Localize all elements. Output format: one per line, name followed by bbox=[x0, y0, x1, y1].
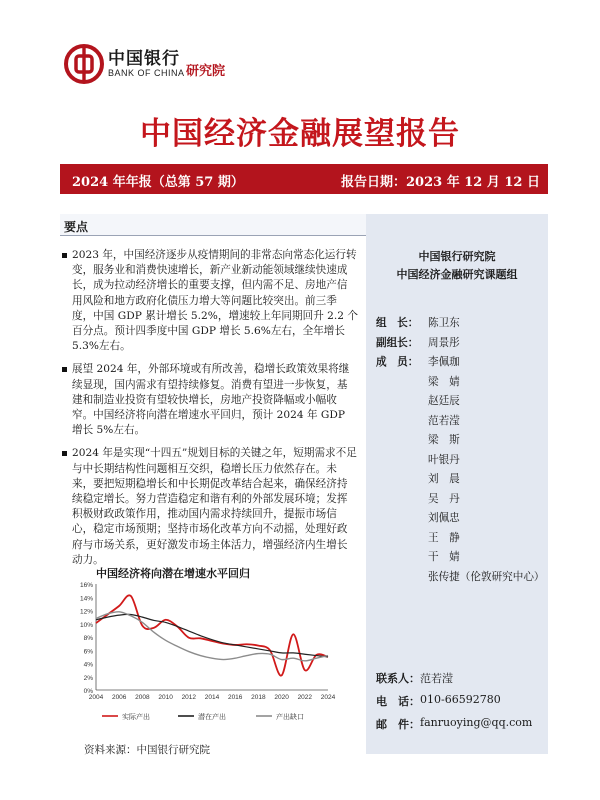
report-info-bar bbox=[60, 164, 548, 194]
gdp-potential-growth-chart bbox=[60, 578, 360, 728]
contact-row bbox=[376, 670, 548, 693]
x-tick-label: 2022 bbox=[297, 694, 313, 701]
summary-bullet-1: 2023 年，中国经济逐步从疫情期间的非常态向常态化运行转变，服务业和消费快速增长，新产业新动能领域继续快速成长，成为拉动经济增长的重要支撑，但内需不足、房地产信用风险和地方政府化债压力增大等问题比较突出。前三季度，中国 GDP 累计增长 5.2%，增速较上年同期回升 2.2 个百分点。预计四季度中国 GDP 增长 5.6%左右，全年增长 5.3%左右。 bbox=[60, 248, 358, 354]
report-issue: 2024 年年报（总第 57 期） bbox=[72, 175, 244, 190]
summary-bullet-2: 展望 2024 年，外部环境或有所改善，稳增长政策效果将继续显现，国内需求有望持续修复。消费有望进一步恢复，基建和制造业投资有望较快增长，房地产投资降幅或小幅收窄。中国经济将向潜在增速水平回归，预计 2024 年 GDP 增长 5%左右。 bbox=[60, 362, 358, 438]
summary-heading: 要点 bbox=[64, 220, 89, 234]
x-tick-label: 2014 bbox=[204, 694, 220, 701]
team-row bbox=[376, 374, 548, 394]
legend-label: 潜在产出 bbox=[198, 713, 226, 721]
logo-chinese-name: 中国银行 bbox=[108, 49, 180, 69]
team-row bbox=[376, 530, 548, 550]
team-member: 刘佩忠 bbox=[428, 512, 460, 524]
team-member: 王 静 bbox=[428, 531, 460, 544]
team-member: 叶银丹 bbox=[428, 453, 460, 466]
contact-label: 电 话： bbox=[376, 695, 420, 708]
team-member: 梁 婧 bbox=[428, 375, 460, 388]
y-tick-label: 12% bbox=[79, 608, 93, 616]
team-row bbox=[376, 452, 548, 472]
y-tick-label: 8% bbox=[83, 635, 93, 642]
team-row bbox=[376, 413, 548, 433]
team-row bbox=[376, 354, 548, 374]
legend-label: 实际产出 bbox=[122, 713, 150, 721]
x-tick-label: 2006 bbox=[111, 694, 127, 701]
team-member: 吴 丹 bbox=[428, 492, 460, 505]
team-row bbox=[376, 510, 548, 530]
team-member: 刘 晨 bbox=[428, 473, 460, 485]
team-member: 干 婧 bbox=[428, 551, 460, 563]
team-row bbox=[376, 315, 548, 335]
team-row bbox=[376, 393, 548, 413]
team-row bbox=[376, 335, 548, 355]
team-list bbox=[376, 315, 548, 588]
contact-label: 邮 件： bbox=[376, 718, 420, 731]
chart-source: 资料来源：中国银行研究院 bbox=[84, 744, 210, 756]
report-title: 中国经济金融展望报告 bbox=[140, 116, 460, 152]
y-tick-label: 16% bbox=[79, 582, 93, 589]
department-label: 研究院 bbox=[186, 64, 226, 79]
contact-label: 联系人： bbox=[376, 672, 420, 685]
summary-heading-bar bbox=[60, 214, 366, 236]
team-member: 李佩珈 bbox=[428, 356, 460, 368]
team-row bbox=[376, 569, 548, 589]
team-row bbox=[376, 491, 548, 511]
x-tick-label: 2024 bbox=[320, 694, 336, 701]
x-tick-label: 2020 bbox=[274, 694, 289, 701]
summary-bullets bbox=[60, 248, 358, 576]
team-role: 组 长： bbox=[376, 317, 419, 329]
series-line bbox=[96, 595, 328, 675]
y-tick-label: 0% bbox=[83, 688, 93, 695]
y-tick-label: 14% bbox=[79, 595, 93, 603]
bank-of-china-logo-icon bbox=[64, 44, 104, 84]
contact-email[interactable]: fanruoying@qq.com bbox=[420, 716, 533, 729]
x-tick-label: 2012 bbox=[181, 694, 197, 701]
team-member: 陈卫东 bbox=[428, 317, 460, 329]
sidebar-group-name: 中国经济金融研究课题组 bbox=[396, 268, 518, 281]
y-tick-label: 4% bbox=[83, 661, 93, 669]
team-member: 范若滢 bbox=[428, 414, 460, 427]
contact-row bbox=[376, 716, 548, 739]
contact-row bbox=[376, 693, 548, 716]
team-member: 梁 斯 bbox=[428, 434, 460, 446]
report-date: 报告日期：2023 年 12 月 12 日 bbox=[341, 175, 540, 190]
team-row bbox=[376, 432, 548, 452]
contact-phone: 010-66592780 bbox=[420, 693, 501, 706]
x-tick-label: 2008 bbox=[135, 694, 150, 701]
logo-english-name: BANK OF CHINA bbox=[108, 68, 185, 78]
series-line bbox=[96, 614, 328, 657]
x-tick-label: 2004 bbox=[88, 694, 104, 701]
team-member: 赵廷辰 bbox=[428, 395, 460, 407]
summary-bullet-3: 2024 年是实现“十四五”规划目标的关键之年，短期需求不足与中长期结构性问题相互交织，稳增长压力依然存在。未来，要把短期稳增长和中长期促改革结合起来，确保经济持续稳定增长。努力营造稳定和谐有利的外部发展环境；发挥积极财政政策作用，推动国内需求持续回升，提振市场信心，稳定市场预期；坚持市场化改革方向不动摇，处理好政府与市场关系，更好激发市场主体活力，增强经济内生增长动力。 bbox=[60, 446, 358, 568]
legend-label: 产出缺口 bbox=[276, 713, 304, 721]
x-tick-label: 2016 bbox=[227, 694, 243, 701]
contact-info bbox=[376, 670, 548, 739]
y-tick-label: 6% bbox=[83, 648, 93, 656]
sidebar-org-name: 中国银行研究院 bbox=[418, 250, 496, 263]
team-member: 周景彤 bbox=[428, 336, 460, 349]
y-tick-label: 2% bbox=[83, 674, 93, 682]
x-tick-label: 2010 bbox=[158, 694, 173, 701]
chart-title: 中国经济将向潜在增速水平回归 bbox=[96, 567, 250, 580]
team-row bbox=[376, 549, 548, 569]
y-tick-label: 10% bbox=[79, 621, 93, 629]
contact-person: 范若滢 bbox=[420, 672, 453, 685]
team-role: 副组长： bbox=[376, 336, 419, 349]
team-role: 成 员： bbox=[376, 356, 419, 368]
team-member: 张传捷（伦敦研究中心） bbox=[428, 570, 545, 583]
team-row bbox=[376, 471, 548, 491]
x-tick-label: 2018 bbox=[251, 694, 266, 701]
